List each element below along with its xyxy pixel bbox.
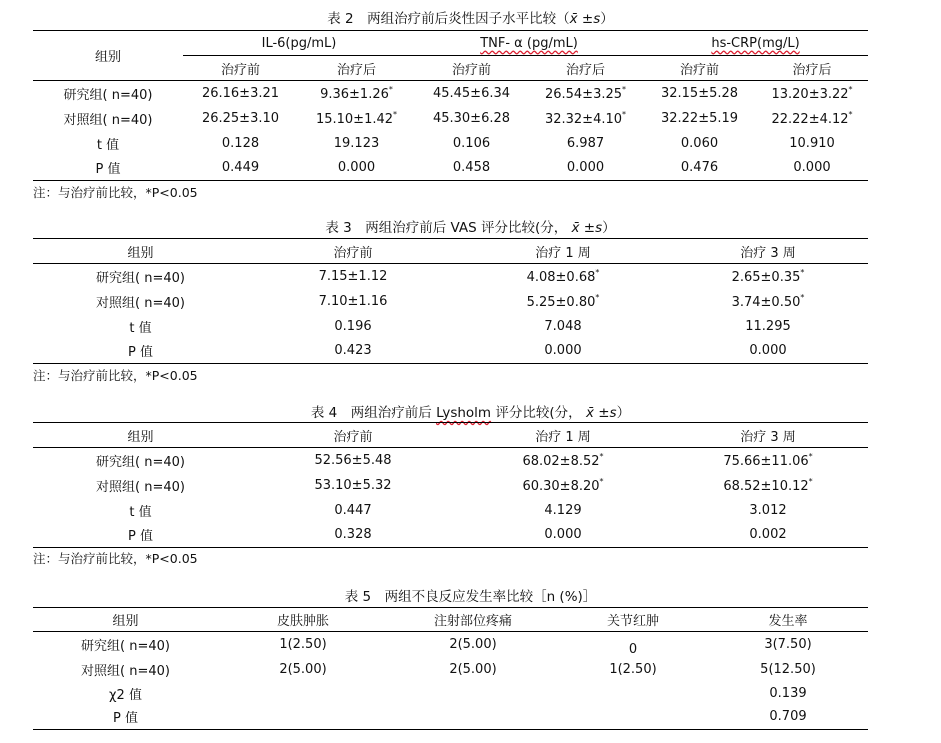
table2-group-header: 组别 [33, 31, 183, 81]
table4 [33, 422, 868, 548]
cell: 0.000 [756, 156, 868, 181]
table5-caption: 表 5 两组不良反应发生率比较［n (%)］ [344, 589, 597, 605]
cell: 10.910 [789, 135, 835, 151]
table-row [33, 106, 868, 131]
cell: 3(7.50) [764, 637, 812, 652]
table5-header: 皮肤肿胀 [218, 608, 388, 632]
significance-mark: * [808, 451, 813, 461]
table3-caption-stat: x̄ ±s [571, 220, 603, 236]
cell [668, 264, 868, 289]
table-row [33, 131, 868, 156]
cell [458, 289, 668, 314]
significance-mark: * [800, 292, 805, 302]
cell [558, 681, 708, 705]
table4-header: 治疗前 [248, 423, 458, 448]
cell: 5(12.50) [760, 661, 816, 677]
table3-header: 治疗前 [248, 239, 458, 264]
cell [298, 106, 415, 131]
table4-header-row [33, 423, 868, 448]
table3-caption [0, 216, 941, 236]
table2-caption-end: ） [600, 11, 614, 27]
cell: 53.10±5.32 [314, 477, 392, 493]
table2-subheader: 治疗前 [183, 56, 298, 81]
table4-header: 组别 [33, 423, 248, 448]
table2-caption-text: 表 2 两组治疗前后炎性因子水平比较（ [327, 11, 570, 27]
cell: 0.449 [183, 156, 298, 181]
cell-value: 15.10±1.42 [315, 111, 394, 127]
cell: 0.000 [458, 339, 668, 364]
cell: 0.328 [248, 523, 458, 548]
row-label: 对照组( n=40) [96, 479, 185, 495]
cell-value: 68.02±8.52 [522, 453, 600, 469]
row-label: 对照组( n=40) [81, 663, 170, 679]
table-row [33, 289, 868, 314]
table-row [33, 448, 868, 473]
row-label: P 值 [33, 705, 218, 729]
row-label: P 值 [33, 523, 248, 548]
cell: 1(2.50) [279, 637, 327, 652]
table-row [33, 156, 868, 181]
cell [218, 705, 388, 729]
significance-mark: * [595, 267, 600, 277]
cell-value: 4.08±0.68 [526, 269, 596, 285]
table5-header: 注射部位疼痛 [388, 608, 558, 632]
table3-caption-text: 表 3 两组治疗前后 VAS 评分比较(分， [325, 220, 572, 236]
table3-caption-end: ） [602, 220, 616, 236]
table-row [33, 523, 868, 548]
cell [756, 106, 868, 131]
table5 [33, 607, 868, 730]
row-label: 研究组( n=40) [96, 270, 185, 286]
cell: 7.048 [544, 318, 582, 334]
table4-caption [0, 401, 941, 421]
cell: 19.123 [333, 135, 380, 151]
cell: 0.000 [668, 339, 868, 364]
table2-subheader: 治疗后 [756, 56, 868, 81]
cell: 0.000 [528, 156, 643, 181]
cell-value: 32.32±4.10 [544, 111, 623, 127]
cell: 45.30±6.28 [432, 110, 511, 126]
significance-mark: * [599, 476, 604, 486]
cell: 0.709 [708, 705, 868, 729]
cell [668, 473, 868, 498]
significance-mark: * [622, 84, 627, 94]
cell: 1(2.50) [609, 661, 657, 677]
cell [756, 81, 868, 106]
cell-value: 13.20±3.22 [771, 86, 849, 102]
table-row [33, 681, 868, 705]
cell: 0.000 [298, 156, 415, 181]
cell [458, 473, 668, 498]
cell [298, 81, 415, 106]
cell: 4.129 [544, 502, 582, 518]
cell [668, 289, 868, 314]
table4-caption-stat: x̄ ±s [585, 405, 617, 421]
table4-caption-word: Lysholm [436, 405, 492, 421]
cell: 0.060 [680, 135, 719, 151]
table2-caption [0, 7, 941, 27]
table4-caption-text: 表 4 两组治疗前后 [310, 405, 437, 421]
cell-value: 3.74±0.50 [731, 294, 801, 310]
row-label: 研究组( n=40) [96, 454, 185, 470]
cell: 7.10±1.16 [318, 293, 388, 309]
table5-header: 组别 [33, 608, 218, 632]
cell: 26.25±3.10 [201, 110, 280, 126]
table2-subheader: 治疗后 [528, 56, 643, 81]
significance-mark: * [599, 451, 604, 461]
table4-note: 注：与治疗前比较，*P<0.05 [33, 551, 198, 566]
cell: 26.16±3.21 [201, 85, 280, 101]
cell: 52.56±5.48 [314, 452, 392, 468]
row-label: t 值 [96, 137, 120, 153]
table5-header: 发生率 [708, 608, 868, 632]
cell-value: 60.30±8.20 [522, 478, 600, 494]
row-label: 对照组( n=40) [96, 295, 185, 311]
table-row [33, 498, 868, 523]
row-label: 研究组( n=40) [81, 639, 170, 654]
cell-value: 26.54±3.25 [544, 86, 623, 102]
table2-metric-text: hs-CRP(mg/L) [711, 35, 800, 51]
cell-value: 9.36±1.26 [320, 86, 389, 102]
cell: 11.295 [745, 318, 791, 334]
significance-mark: * [808, 476, 813, 486]
table4-header: 治疗 3 周 [668, 423, 868, 448]
significance-mark: * [800, 267, 805, 277]
cell: 2(5.00) [279, 661, 327, 677]
cell: 6.987 [566, 135, 605, 151]
significance-mark: * [848, 109, 853, 119]
table3-note: 注：与治疗前比较，*P<0.05 [33, 368, 198, 383]
table-row [33, 657, 868, 681]
cell: 0.000 [458, 523, 668, 548]
table3 [33, 238, 868, 364]
table-row [33, 264, 868, 289]
cell: 0.423 [248, 339, 458, 364]
table-row [33, 473, 868, 498]
cell: 0.106 [452, 135, 491, 151]
cell [558, 705, 708, 729]
table4-header: 治疗 1 周 [458, 423, 668, 448]
table3-header: 组别 [33, 239, 248, 264]
cell: 32.15±5.28 [660, 85, 739, 101]
significance-mark: * [388, 84, 393, 94]
row-label: t 值 [129, 320, 152, 336]
cell [458, 448, 668, 473]
cell: 0.002 [668, 523, 868, 548]
table2-metric-header [643, 31, 868, 56]
cell: 0.458 [415, 156, 528, 181]
table5-header-row [33, 608, 868, 632]
table3-header-row [33, 239, 868, 264]
table2-subheader: 治疗后 [298, 56, 415, 81]
cell [388, 681, 558, 705]
table-row [33, 81, 868, 106]
table2-subheader: 治疗前 [643, 56, 756, 81]
table4-caption-text-2: 评分比较(分， [491, 405, 586, 421]
table2-subheader: 治疗前 [415, 56, 528, 81]
table3-header: 治疗 1 周 [458, 239, 668, 264]
table2-metric-header: IL-6(pg/mL) [183, 31, 415, 56]
significance-mark: * [393, 109, 398, 119]
cell-value: 68.52±10.12 [723, 478, 809, 494]
table2-note: 注：与治疗前比较，*P<0.05 [33, 185, 198, 200]
significance-mark: * [595, 292, 600, 302]
row-label: P 值 [33, 156, 183, 181]
cell [528, 106, 643, 131]
cell [458, 264, 668, 289]
table5-header: 关节红肿 [558, 608, 708, 632]
row-label: P 值 [33, 339, 248, 364]
cell-value: 5.25±0.80 [526, 294, 596, 310]
table2-header-row [33, 31, 868, 56]
cell: 45.45±6.34 [432, 85, 511, 101]
cell: 3.012 [749, 502, 787, 518]
table3-header: 治疗 3 周 [668, 239, 868, 264]
cell: 0.128 [221, 135, 260, 151]
cell: 2(5.00) [449, 637, 497, 652]
table-row [33, 705, 868, 729]
cell-value: 22.22±4.12 [771, 111, 849, 127]
table2-caption-stat: x̄ ±s [569, 11, 601, 27]
cell [668, 448, 868, 473]
table2-metric-header [415, 31, 643, 56]
cell-value: 2.65±0.35 [731, 269, 801, 285]
cell: 32.22±5.19 [660, 110, 739, 126]
row-label: t 值 [129, 504, 152, 520]
row-label: χ2 值 [109, 687, 142, 703]
significance-mark: * [622, 109, 627, 119]
cell: 0.196 [334, 318, 372, 334]
table-row [33, 632, 868, 658]
cell: 0.447 [334, 502, 372, 518]
table2 [33, 30, 868, 181]
cell: 0 [628, 642, 638, 657]
cell: 2(5.00) [449, 661, 497, 677]
table4-caption-end: ） [616, 405, 631, 421]
table-row [33, 339, 868, 364]
table2-metric-text: TNF- α (pg/mL) [480, 35, 578, 51]
cell-value: 75.66±11.06 [723, 453, 809, 469]
cell: 7.15±1.12 [318, 268, 388, 284]
cell: 0.476 [643, 156, 756, 181]
significance-mark: * [848, 84, 853, 94]
cell: 0.139 [769, 685, 807, 701]
row-label: 对照组( n=40) [63, 112, 153, 128]
cell [388, 705, 558, 729]
cell [528, 81, 643, 106]
table-row [33, 314, 868, 339]
cell [218, 681, 388, 705]
row-label: 研究组( n=40) [63, 87, 153, 103]
